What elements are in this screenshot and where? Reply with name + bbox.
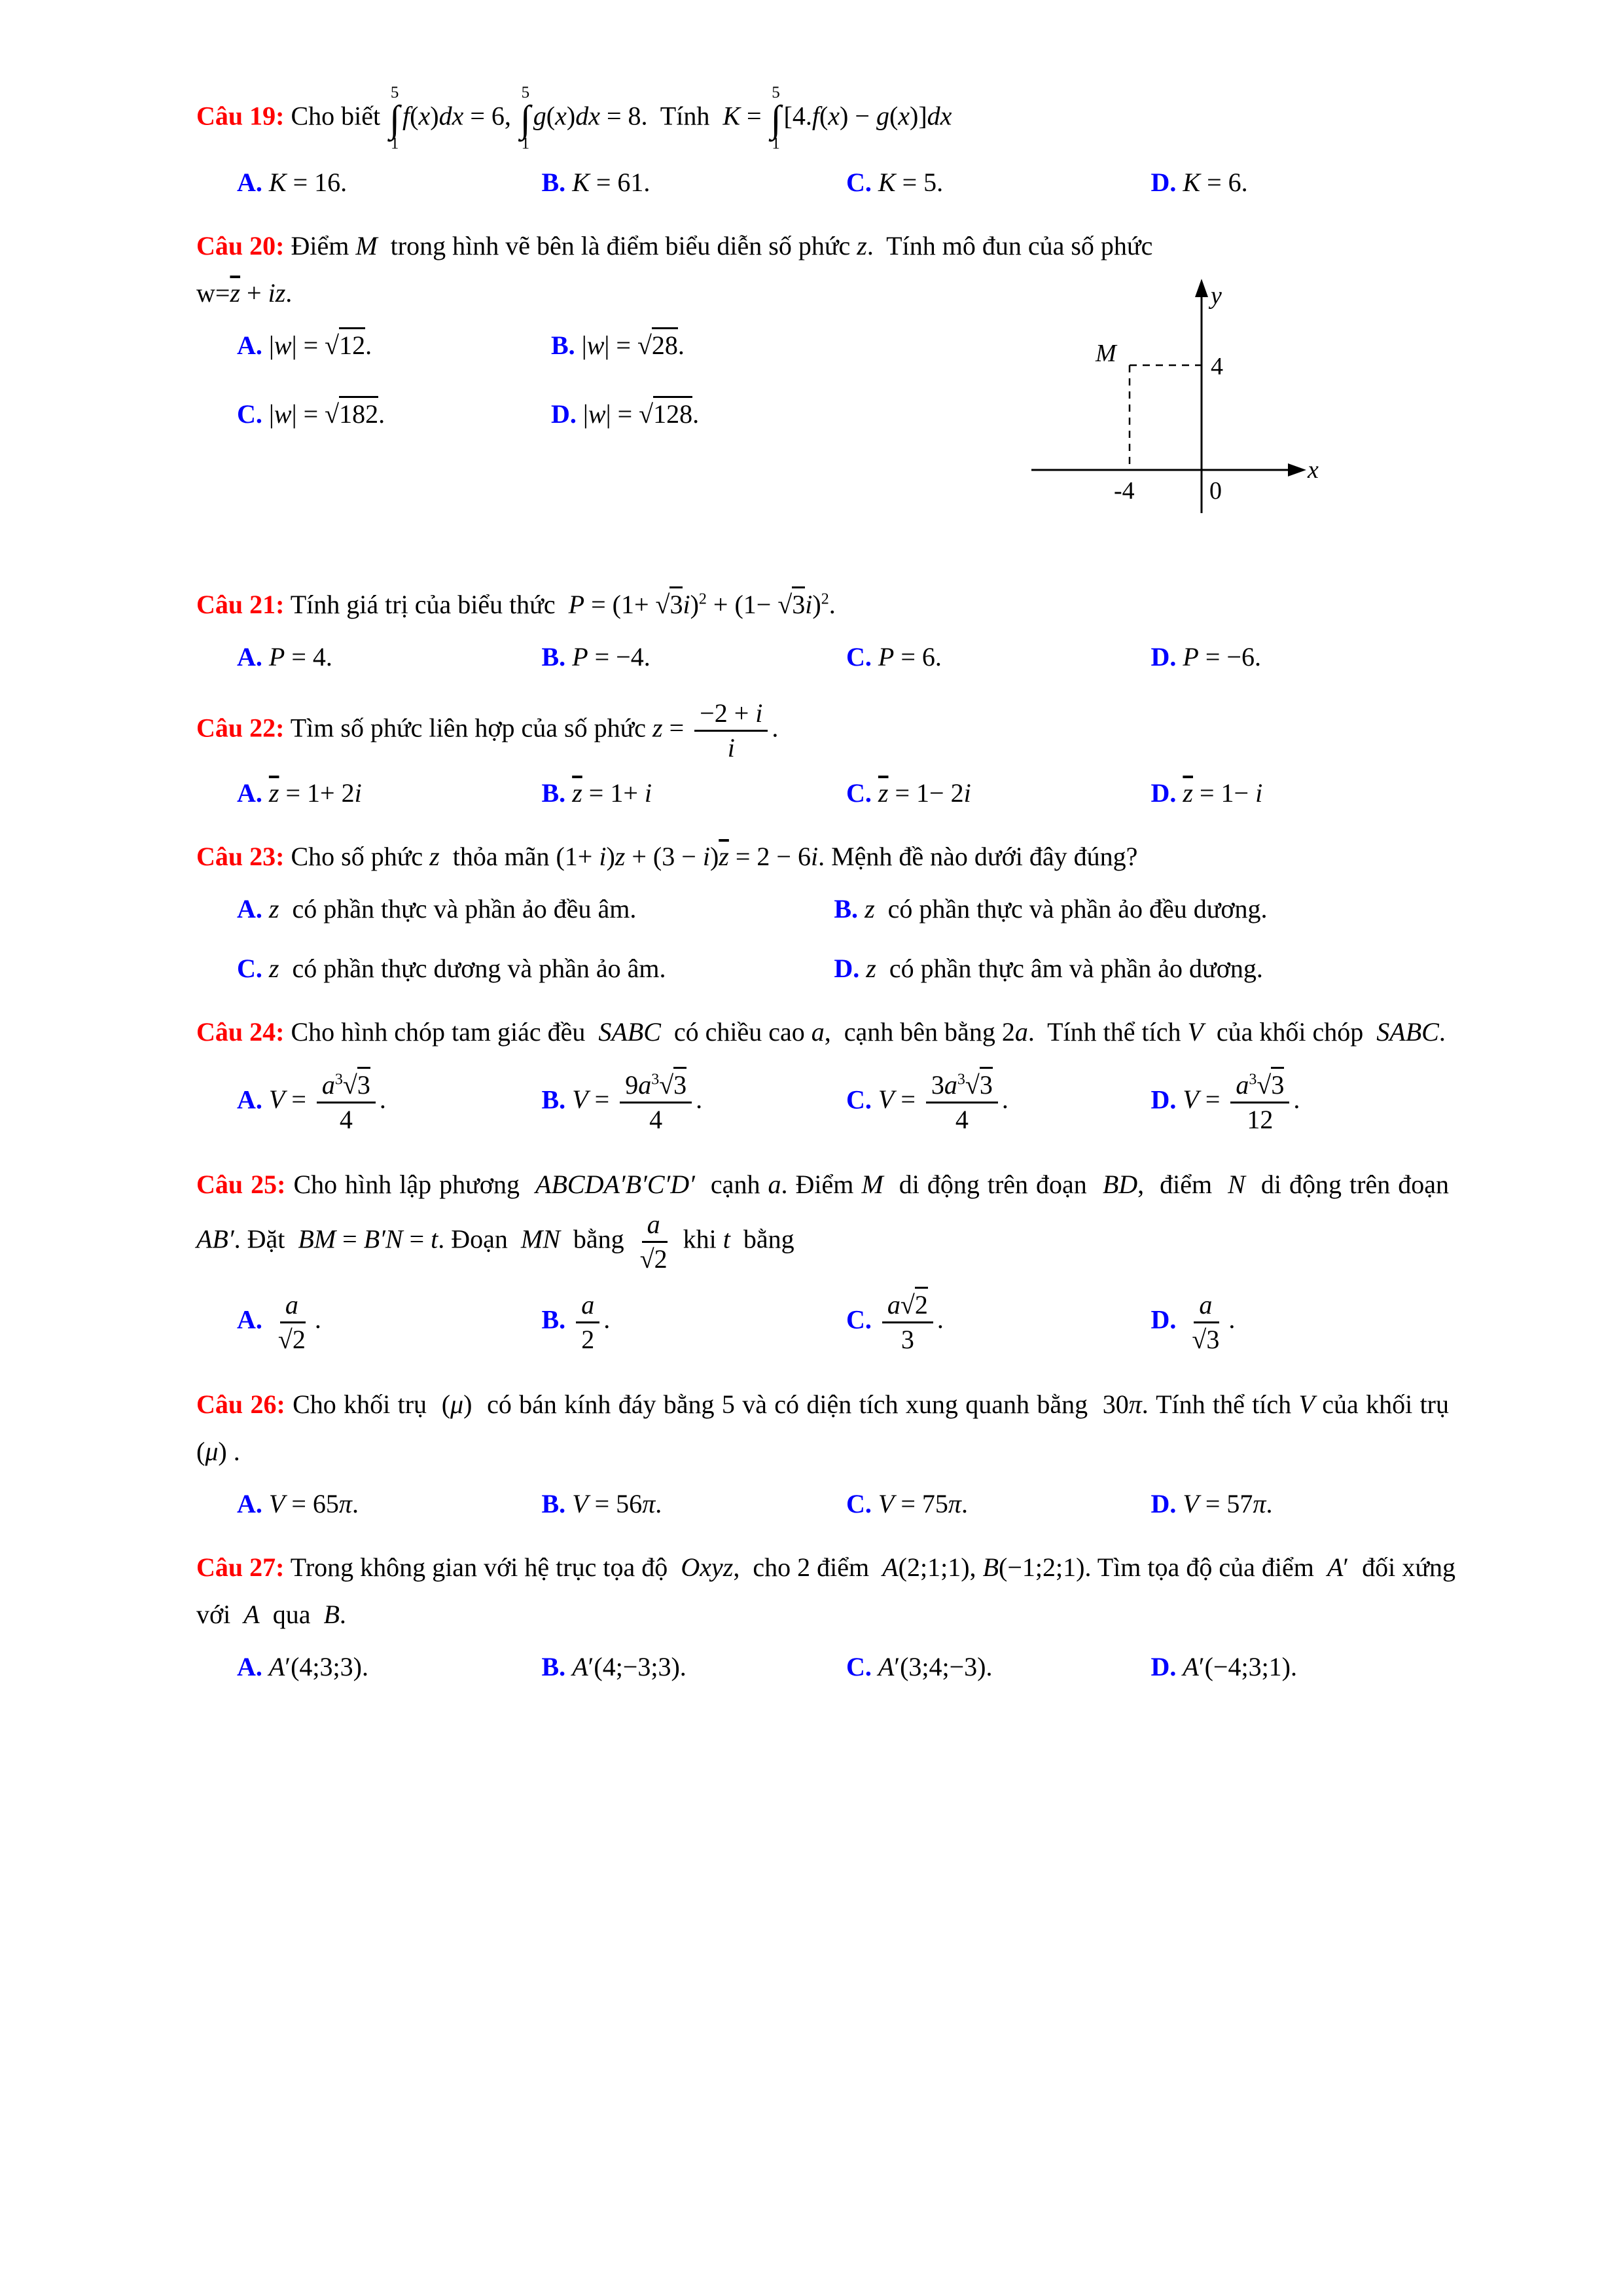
option-value: V = $\frac{a^3√3}{12}$ . [1183,1085,1300,1114]
option-letter: D. [834,953,860,983]
question-24 [196,1009,1455,1136]
question-21-options [196,641,1455,672]
question-19-stem: Câu 19: Cho biết 5 ∫ 1 f(x)dx = 6, 5 ∫ 1 g(x)dx = 8. Tính K = 5 ∫ 1 [4.f(x) − g(x)]dx [196,84,952,153]
questions [196,84,1455,1682]
question-19-option-D [1151,167,1456,198]
option-value: z có phần thực âm và phần ảo dương. [866,953,1263,983]
question-21-option-D [1151,641,1456,672]
option-value: V = $\frac{9a^3√3}{4}$ . [572,1085,702,1114]
question-26-option-B [542,1488,847,1519]
option-value: z có phần thực dương và phần ảo âm. [268,953,666,983]
question-20-number: Câu 20: [196,230,285,260]
question-23-option-B [834,893,1455,924]
figure-y-label: y [1211,281,1222,310]
question-20-option-B [551,330,865,361]
question-27-option-B [542,1651,847,1682]
option-letter: C. [237,399,262,429]
question-26-option-C [846,1488,1151,1519]
option-letter: D. [1150,1085,1177,1115]
option-value: $\frac{a}{√2}$ . [277,1289,321,1354]
question-23-option-D [834,953,1455,984]
figure-origin-label: 0 [1209,476,1222,505]
question-25-option-C [846,1289,1151,1356]
option-letter: B. [541,1304,566,1335]
question-21-number: Câu 21: [196,589,285,619]
question-22-number: Câu 22: [196,713,285,743]
option-value: $\overline{z} = 1+ i$ [572,778,652,808]
question-27-options [196,1651,1455,1682]
question-23-options [196,893,1455,984]
question-25-option-D [1151,1289,1456,1356]
question-20 [196,223,1455,556]
question-26-stem: Câu 26: Cho khối trụ (μ) có bán kính đáy bằng 5 và có diện tích xung quanh bằng 30π. Tính thể tích V của khối trụ (μ) . [196,1389,1456,1466]
question-19-options [196,167,1455,198]
figure-tick-4: 4 [1211,352,1223,380]
question-24-stem: Câu 24: Cho hình chóp tam giác đều SABC có chiều cao a, cạnh bên bằng 2a. Tính thể tích V của khối chóp SABC. [196,1016,1446,1047]
option-letter: B. [541,778,566,808]
option-value: A′(4;3;3). [268,1651,368,1681]
option-value: V = $\frac{3a^3√3}{4}$ . [878,1085,1008,1114]
option-letter: B. [541,1085,566,1115]
question-22-option-D [1151,778,1456,808]
option-letter: A. [237,1488,262,1518]
question-21 [196,581,1455,672]
option-letter: B. [541,1488,566,1518]
option-value: $\overline{z} = 1- 2i$ [878,778,971,808]
question-24-option-B [542,1069,847,1136]
option-value: z có phần thực và phần ảo đều dương. [865,893,1268,924]
option-letter: D. [1150,1651,1177,1681]
question-24-options [196,1069,1455,1136]
option-letter: D. [1150,167,1177,197]
question-26-options [196,1488,1455,1519]
question-22-option-B [542,778,847,808]
option-value: P = 6. [878,641,942,672]
question-20-options [196,330,911,429]
question-22-option-C [846,778,1151,808]
option-letter: D. [1150,1488,1177,1518]
question-21-option-C [846,641,1151,672]
question-20-option-C [237,399,551,429]
option-value: K = 5. [878,167,944,197]
option-letter: B. [551,330,575,360]
option-value: V = 75π. [878,1488,968,1518]
figure-x-label: x [1308,456,1319,484]
x-axis-arrow [1288,463,1306,476]
option-letter: A. [237,1304,262,1335]
question-27-option-C [846,1651,1151,1682]
question-26 [196,1381,1455,1519]
question-19 [196,84,1455,198]
option-value: $\frac{a√2}{3}$ . [878,1304,944,1334]
option-letter: A. [237,167,262,197]
option-letter: C. [846,167,872,197]
option-value: P = 4. [268,641,332,672]
question-26-number: Câu 26: [196,1389,285,1419]
option-letter: C. [846,1651,872,1681]
question-27-option-D [1151,1651,1456,1682]
option-value: V = 65π. [268,1488,359,1518]
question-23-stem: Câu 23: Cho số phức z thỏa mãn $(1+ i)z + (3 - i)\overline{z} = 2 - 6i$. Mệnh đề nào dưới đây đúng? [196,841,1138,871]
option-letter: B. [541,641,566,672]
option-letter: B. [834,893,859,924]
question-23-number: Câu 23: [196,841,285,871]
question-27-stem: Câu 27: Trong không gian với hệ trục tọa độ Oxyz, cho 2 điểm A(2;1;1), B(−1;2;1). Tìm tọa độ của điểm A′ đối xứng với A qua B. [196,1552,1456,1629]
question-25-options [196,1289,1455,1356]
question-24-number: Câu 24: [196,1016,285,1047]
option-value: $\overline{z} = 1+ 2i$ [268,778,362,808]
question-22-option-A [237,778,542,808]
option-value: P = −4. [572,641,651,672]
option-letter: A. [237,330,262,360]
option-letter: B. [541,167,566,197]
option-letter: D. [1150,1304,1177,1335]
option-value: $\overline{z} = 1- i$ [1183,778,1263,808]
option-letter: C. [846,1085,872,1115]
option-letter: A. [237,778,262,808]
figure-point-m-label: M [1096,339,1116,367]
question-23-option-C [237,953,834,984]
option-letter: C. [846,1488,872,1518]
question-25-number: Câu 25: [196,1169,286,1199]
option-value: V = $\frac{a^3√3}{4}$ . [269,1085,386,1114]
question-21-stem: Câu 21: Tính giá trị của biểu thức $P = (1+ √3i)^2 + (1- √3i)^2$. [196,581,1455,628]
question-22 [196,697,1455,808]
option-value: P = −6. [1183,641,1261,672]
option-letter: A. [237,1651,262,1681]
option-letter: A. [237,1085,262,1115]
question-22-options [196,778,1455,808]
option-value: K = 6. [1183,167,1248,197]
question-20-stem: Câu 20: Điểm M trong hình vẽ bên là điểm biểu diễn số phức z. Tính mô đun của số phức $w=\overline{z}$ + iz. [196,230,1153,308]
option-value: |w| = √28. [582,327,685,360]
option-value: |w| = √182. [269,396,385,429]
question-22-stem: Câu 22: Tìm số phức liên hợp của số phức z = $\frac{-2 + i}{i}$ . [196,698,779,762]
option-value: K = 61. [572,167,651,197]
question-24-option-C [846,1069,1151,1136]
question-25-option-A [237,1289,542,1356]
question-20-option-A [237,330,551,361]
option-value: A′(4;−3;3). [572,1651,687,1681]
option-letter: C. [846,1304,872,1335]
question-25-option-B [542,1289,847,1356]
question-23 [196,833,1455,984]
question-19-number: Câu 19: [196,101,285,131]
question-20-option-D [551,399,865,429]
option-letter: D. [1150,778,1177,808]
option-value: V = 57π. [1183,1488,1273,1518]
question-26-option-A [237,1488,542,1519]
question-19-option-B [542,167,847,198]
question-27-number: Câu 27: [196,1552,285,1582]
option-value: K = 16. [268,167,348,197]
option-letter: C. [237,953,262,983]
question-25 [196,1161,1455,1356]
question-26-option-D [1151,1488,1456,1519]
option-value: A′(3;4;−3). [878,1651,993,1681]
question-25-stem: Câu 25: Cho hình lập phương ABCDA′B′C′D′ cạnh a. Điểm M di động trên đoạn BD, điểm N di động trên đoạn AB′. Đặt BM = B′N = t. Đoạn MN bằng $\frac{a}{√2}$ khi t bằng [196,1169,1455,1274]
option-letter: B. [541,1651,566,1681]
option-value: |w| = √128. [583,396,699,429]
question-21-option-B [542,641,847,672]
option-letter: C. [846,778,872,808]
question-24-option-D [1151,1069,1456,1136]
question-27 [196,1544,1455,1682]
question-24-option-A [237,1069,542,1136]
option-letter: D. [1150,641,1177,672]
complex-plane-figure [1018,274,1326,529]
option-value: V = 56π. [572,1488,662,1518]
question-19-option-C [846,167,1151,198]
question-23-option-A [237,893,834,924]
option-letter: A. [237,893,262,924]
option-value: $\frac{a}{2}$ . [572,1304,610,1334]
option-value: z có phần thực và phần ảo đều âm. [268,893,637,924]
option-value: A′(−4;3;1). [1183,1651,1298,1681]
figure-tick-neg4: -4 [1114,476,1135,505]
y-axis-arrow [1195,279,1208,297]
question-27-option-A [237,1651,542,1682]
option-letter: A. [237,641,262,672]
option-letter: D. [551,399,577,429]
option-letter: C. [846,641,872,672]
option-value: $\frac{a}{√3}$ . [1192,1289,1236,1354]
option-value: |w| = √12. [269,327,372,360]
question-19-option-A [237,167,542,198]
question-21-option-A [237,641,542,672]
